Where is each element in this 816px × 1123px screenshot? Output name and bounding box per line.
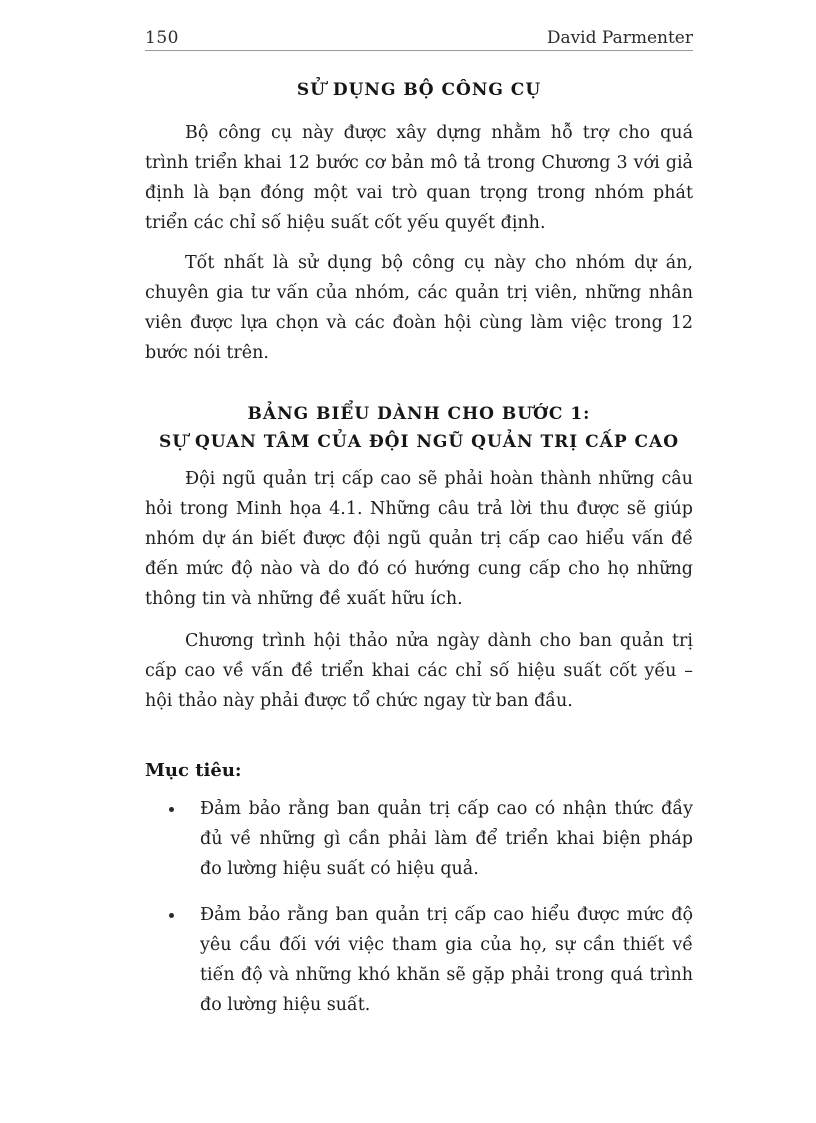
- paragraph-toolkit-usage: [145, 248, 693, 368]
- paragraph-text: Tốt nhất là sử dụng bộ công cụ này cho nhóm dự án, chuyên gia tư vấn của nhóm, các quản trị viên, những nhân viên được lựa chọn và các đoàn hội cùng làm việc trong 12 bước nói trên.: [145, 253, 693, 363]
- paragraph-text: Đội ngũ quản trị cấp cao sẽ phải hoàn thành những câu hỏi trong Minh họa 4.1. Những câu trả lời thu được sẽ giúp nhóm dự án biết được đội ngũ quản trị cấp cao hiểu vấn đề đến mức độ nào và do đó có hướng cung cấp cho họ những thông tin và những đề xuất hữu ích.: [145, 469, 693, 609]
- paragraph-text: Chương trình hội thảo nửa ngày dành cho ban quản trị cấp cao về vấn đề triển khai các chỉ số hiệu suất cốt yếu – hội thảo này phải được tổ chức ngay từ ban đầu.: [145, 631, 693, 711]
- section-heading-step1-line1: BẢNG BIỂU DÀNH CHO BƯỚC 1:: [247, 404, 591, 424]
- running-header: [145, 28, 693, 51]
- page-number: 150: [145, 28, 179, 48]
- paragraph-step1-workshop: [145, 626, 693, 716]
- paragraph-step1-questions: [145, 464, 693, 614]
- list-item-text: Đảm bảo rằng ban quản trị cấp cao có nhận thức đầy đủ về những gì cần phải làm để triển khai biện pháp đo lường hiệu suất có hiệu quả.: [200, 799, 693, 879]
- bullet-icon: [169, 807, 174, 812]
- objectives-label: Mục tiêu:: [145, 760, 242, 781]
- running-author: David Parmenter: [546, 28, 693, 48]
- list-item-text: Đảm bảo rằng ban quản trị cấp cao hiểu được mức độ yêu cầu đối với việc tham gia của họ, sự cần thiết về tiến độ và những khó khăn sẽ gặp phải trong quá trình đo lường hiệu suất.: [200, 905, 693, 1015]
- paragraph-text: Bộ công cụ này được xây dựng nhằm hỗ trợ cho quá trình triển khai 12 bước cơ bản mô tả trong Chương 3 với giả định là bạn đóng một vai trò quan trọng trong nhóm phát triển các chỉ số hiệu suất cốt yếu quyết định.: [145, 123, 693, 233]
- section-heading-toolkit: SỬ DỤNG BỘ CÔNG CỤ: [296, 80, 542, 100]
- section-heading-step1-line2: SỰ QUAN TÂM CỦA ĐỘI NGŨ QUẢN TRỊ CẤP CAO: [158, 432, 680, 452]
- bullet-icon: [169, 913, 174, 918]
- paragraph-toolkit-intro: [145, 118, 693, 238]
